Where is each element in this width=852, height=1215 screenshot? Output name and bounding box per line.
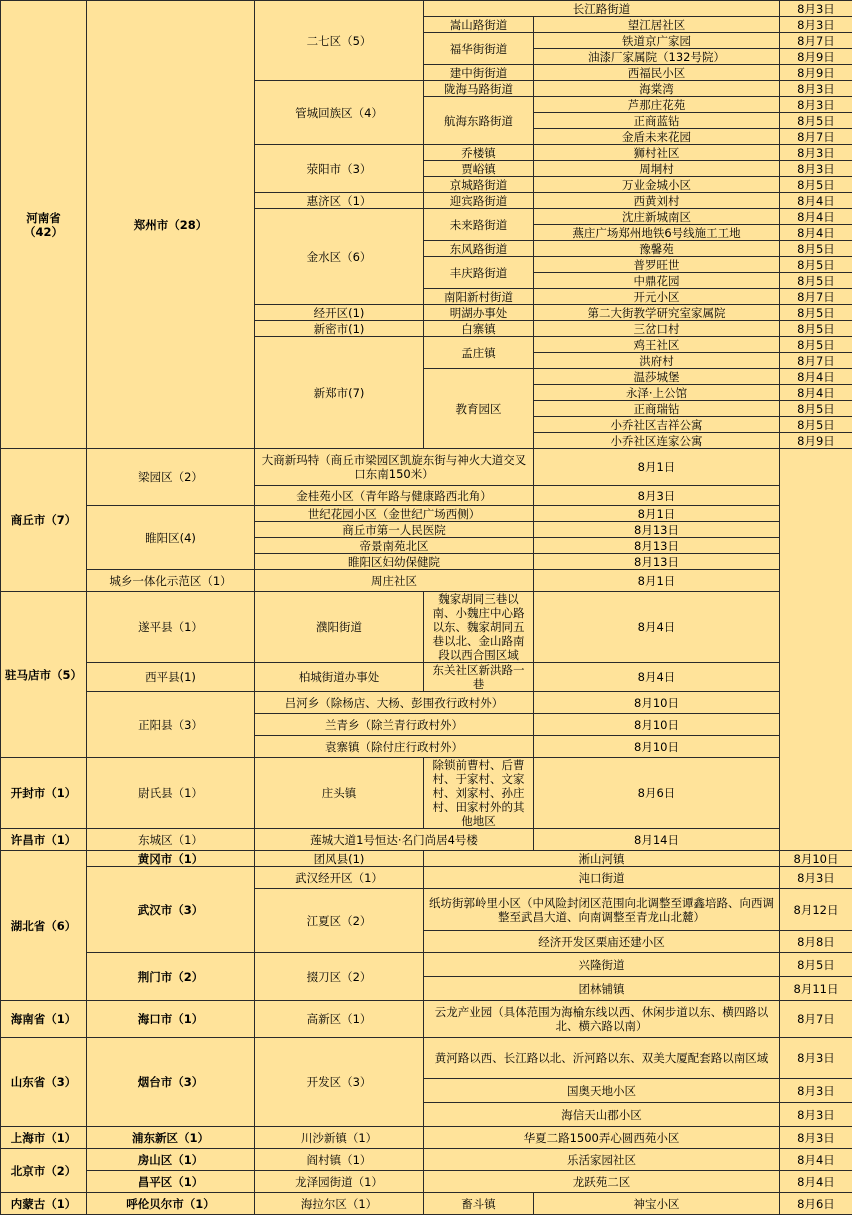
date-cell: 8月7日 [780,1001,852,1038]
date-cell: 8月5日 [780,305,852,321]
district-cell: 经开区(1) [255,305,424,321]
date-cell: 8月12日 [780,889,852,931]
date-cell: 8月5日 [780,417,852,433]
date-cell: 8月3日 [780,1079,852,1103]
date-cell: 8月3日 [780,867,852,889]
subdistrict-cell: 庄头镇 [255,758,424,829]
area-cell: 洪府村 [534,353,780,369]
date-cell: 8月3日 [780,97,852,113]
area-cell: 黄河路以西、长江路以北、沂河路以东、双美大厦配套路以南区域 [424,1038,780,1079]
date-cell: 8月5日 [780,257,852,273]
district-cell: 东城区（1） [87,829,255,851]
area-cell: 海棠湾 [534,81,780,97]
date-cell: 8月5日 [780,337,852,353]
subdistrict-cell: 丰庆路街道 [424,257,534,289]
area-cell: 小乔社区吉祥公寓 [534,417,780,433]
area-cell: 开元小区 [534,289,780,305]
date-cell: 8月13日 [534,554,780,570]
area-cell: 第二大街教学研究室家属院 [534,305,780,321]
subdistrict-cell: 陇海马路街道 [424,81,534,97]
area-cell: 世纪花园小区（金世纪广场西侧） [255,506,534,522]
district-cell: 二七区（5） [255,1,424,81]
date-cell: 8月3日 [534,486,780,506]
date-cell: 8月7日 [780,353,852,369]
area-cell: 正商蓝钻 [534,113,780,129]
district-cell: 川沙新镇（1） [255,1127,424,1149]
district-cell: 新密市(1) [255,321,424,337]
district-cell: 睢阳区(4) [87,506,255,570]
date-cell: 8月4日 [780,369,852,385]
district-cell: 管城回族区（4） [255,81,424,145]
date-cell: 8月4日 [780,225,852,241]
area-cell: 望江居社区 [534,17,780,33]
date-cell: 8月4日 [780,209,852,225]
date-cell: 8月7日 [780,33,852,49]
date-cell: 8月3日 [780,1038,852,1079]
area-cell: 周垌村 [534,161,780,177]
area-cell: 国奥天地小区 [424,1079,780,1103]
subdistrict-cell: 福华街街道 [424,33,534,65]
date-cell: 8月3日 [780,145,852,161]
district-cell: 海拉尔区（1） [255,1193,424,1215]
area-cell: 经济开发区栗庙还建小区 [424,931,780,953]
district-cell: 团风县(1) [255,851,424,867]
date-cell: 8月1日 [534,449,780,486]
area-cell: 纸坊街郭岭里小区（中风险封闭区范围向北调整至谭鑫培路、向西调整至武昌大道、向南调整至青龙山北麓） [424,889,780,931]
city-cell: 驻马店市（5） [1,592,87,758]
date-cell: 8月7日 [780,129,852,145]
date-cell: 8月13日 [534,522,780,538]
province-cell: 山东省（3） [1,1038,87,1127]
district-cell: 江夏区（2） [255,889,424,953]
province-cell: 北京市（2） [1,1149,87,1193]
subdistrict-cell: 嵩山路街道 [424,17,534,33]
date-cell: 8月14日 [534,829,780,851]
area-cell: 团林铺镇 [424,977,780,1001]
date-cell: 8月3日 [780,161,852,177]
city-cell: 郑州市（28） [87,1,255,449]
area-cell: 大商新玛特（商丘市梁园区凯旋东街与神火大道交叉口东南150米） [255,449,534,486]
city-cell: 海口市（1） [87,1001,255,1038]
date-cell: 8月13日 [534,538,780,554]
area-cell: 西福民小区 [534,65,780,81]
subdistrict-cell: 南阳新村街道 [424,289,534,305]
subdistrict-cell: 京城路街道 [424,177,534,193]
area-cell: 沌口街道 [424,867,780,889]
area-cell: 鸡王社区 [534,337,780,353]
date-cell: 8月11日 [780,977,852,1001]
subdistrict-cell: 孟庄镇 [424,337,534,369]
date-cell: 8月4日 [780,1149,852,1171]
subdistrict-cell: 明湖办事处 [424,305,534,321]
area-cell: 西黄刘村 [534,193,780,209]
subdistrict-cell: 乔楼镇 [424,145,534,161]
area-cell: 铁道京广家园 [534,33,780,49]
date-cell: 8月4日 [780,385,852,401]
area-cell: 狮村社区 [534,145,780,161]
district-cell: 新郑市(7) [255,337,424,449]
province-cell: 湖北省（6） [1,851,87,1001]
date-cell: 8月10日 [534,714,780,736]
date-cell: 8月10日 [534,692,780,714]
city-cell: 开封市（1） [1,758,87,829]
area-cell: 长江路街道 [424,1,780,17]
area-cell: 正商瑞钻 [534,401,780,417]
date-cell: 8月5日 [780,401,852,417]
area-cell: 睢阳区妇幼保健院 [255,554,534,570]
area-cell: 东关社区新洪路一巷 [424,663,534,692]
area-cell: 三岔口村 [534,321,780,337]
area-cell: 万业金城小区 [534,177,780,193]
area-cell: 神宝小区 [534,1193,780,1215]
date-cell: 8月3日 [780,1,852,17]
city-cell: 昌平区（1） [87,1171,255,1193]
district-cell: 金水区（6） [255,209,424,305]
district-cell: 遂平县（1） [87,592,255,663]
date-cell: 8月9日 [780,433,852,449]
date-cell: 8月5日 [780,953,852,977]
date-cell: 8月9日 [780,49,852,65]
date-cell: 8月1日 [534,570,780,592]
district-cell: 梁园区（2） [87,449,255,506]
city-cell: 呼伦贝尔市（1） [87,1193,255,1215]
area-cell: 乐活家园社区 [424,1149,780,1171]
province-cell: 上海市（1） [1,1127,87,1149]
district-cell: 尉氏县（1） [87,758,255,829]
city-cell: 房山区（1） [87,1149,255,1171]
area-cell: 除锁前曹村、后曹村、于家村、文家村、刘家村、孙庄村、田家村外的其他地区 [424,758,534,829]
city-cell: 荆门市（2） [87,953,255,1001]
date-cell: 8月10日 [534,736,780,758]
date-cell: 8月3日 [780,17,852,33]
date-cell: 8月3日 [780,1103,852,1127]
area-cell: 帝景南苑北区 [255,538,534,554]
district-cell: 城乡一体化示范区（1） [87,570,255,592]
area-cell: 沈庄新城南区 [534,209,780,225]
date-cell: 8月6日 [780,1193,852,1215]
city-cell: 浦东新区（1） [87,1127,255,1149]
province-cell: 海南省（1） [1,1001,87,1038]
area-cell: 淅山河镇 [424,851,780,867]
date-cell: 8月1日 [534,506,780,522]
area-cell: 永泽·上公馆 [534,385,780,401]
subdistrict-cell: 畜斗镇 [424,1193,534,1215]
area-cell: 袁寨镇（除付庄行政村外） [255,736,534,758]
subdistrict-cell: 东风路街道 [424,241,534,257]
district-cell: 开发区（3） [255,1038,424,1127]
date-cell: 8月7日 [780,289,852,305]
area-cell: 魏家胡同三巷以南、小魏庄中心路以东、魏家胡同五巷以北、金山路南段以西合围区域 [424,592,534,663]
subdistrict-cell: 柏城街道办事处 [255,663,424,692]
subdistrict-cell: 航海东路街道 [424,97,534,145]
district-cell: 阎村镇（1） [255,1149,424,1171]
area-cell: 周庄社区 [255,570,534,592]
area-cell: 豫馨苑 [534,241,780,257]
city-cell: 许昌市（1） [1,829,87,851]
date-cell: 8月5日 [780,321,852,337]
date-cell: 8月5日 [780,241,852,257]
district-cell: 西平县(1) [87,663,255,692]
date-cell: 8月8日 [780,931,852,953]
date-cell: 8月3日 [780,1127,852,1149]
district-cell: 掇刀区（2） [255,953,424,1001]
area-cell: 小乔社区连家公寓 [534,433,780,449]
district-cell: 正阳县（3） [87,692,255,758]
subdistrict-cell: 教育园区 [424,369,534,449]
area-cell: 云龙产业园（具体范围为海榆东线以西、休闲步道以东、横四路以北、横六路以南） [424,1001,780,1038]
city-cell: 商丘市（7） [1,449,87,592]
city-cell: 武汉市（3） [87,867,255,953]
date-cell: 8月3日 [780,81,852,97]
date-cell: 8月9日 [780,65,852,81]
area-cell: 莲城大道1号恒达·名门尚居4号楼 [255,829,534,851]
area-cell: 普罗旺世 [534,257,780,273]
subdistrict-cell: 贾峪镇 [424,161,534,177]
date-cell: 8月10日 [780,851,852,867]
date-cell: 8月4日 [534,592,780,663]
subdistrict-cell: 迎宾路街道 [424,193,534,209]
area-cell: 龙跃苑二区 [424,1171,780,1193]
date-cell: 8月6日 [534,758,780,829]
area-cell: 兴隆街道 [424,953,780,977]
subdistrict-cell: 白寨镇 [424,321,534,337]
area-cell: 油漆厂家属院（132号院） [534,49,780,65]
subdistrict-cell: 建中街街道 [424,65,534,81]
area-cell: 中鼎花园 [534,273,780,289]
area-cell: 金盾未来花园 [534,129,780,145]
district-cell: 龙泽园街道（1） [255,1171,424,1193]
area-cell: 温莎城堡 [534,369,780,385]
district-cell: 荥阳市（3） [255,145,424,193]
district-cell: 武汉经开区（1） [255,867,424,889]
district-cell: 高新区（1） [255,1001,424,1038]
area-cell: 兰青乡（除兰青行政村外） [255,714,534,736]
date-cell: 8月5日 [780,113,852,129]
area-cell: 金桂苑小区（青年路与健康路西北角） [255,486,534,506]
date-cell: 8月5日 [780,273,852,289]
city-cell: 黄冈市（1） [87,851,255,867]
area-cell: 芦那庄花苑 [534,97,780,113]
area-cell: 燕庄广场郑州地铁6号线施工工地 [534,225,780,241]
area-cell: 商丘市第一人民医院 [255,522,534,538]
date-cell: 8月5日 [780,177,852,193]
area-cell: 华夏二路1500弄心圆西苑小区 [424,1127,780,1149]
province-cell: 河南省 （42） [1,1,87,449]
date-cell: 8月4日 [534,663,780,692]
district-cell: 惠济区（1） [255,193,424,209]
city-cell: 烟台市（3） [87,1038,255,1127]
province-cell: 内蒙古（1） [1,1193,87,1215]
subdistrict-cell: 未来路街道 [424,209,534,241]
date-cell: 8月4日 [780,1171,852,1193]
date-cell: 8月4日 [780,193,852,209]
area-cell: 吕河乡（除杨店、大杨、彭围孜行政村外） [255,692,534,714]
subdistrict-cell: 濮阳街道 [255,592,424,663]
area-cell: 海信天山郡小区 [424,1103,780,1127]
